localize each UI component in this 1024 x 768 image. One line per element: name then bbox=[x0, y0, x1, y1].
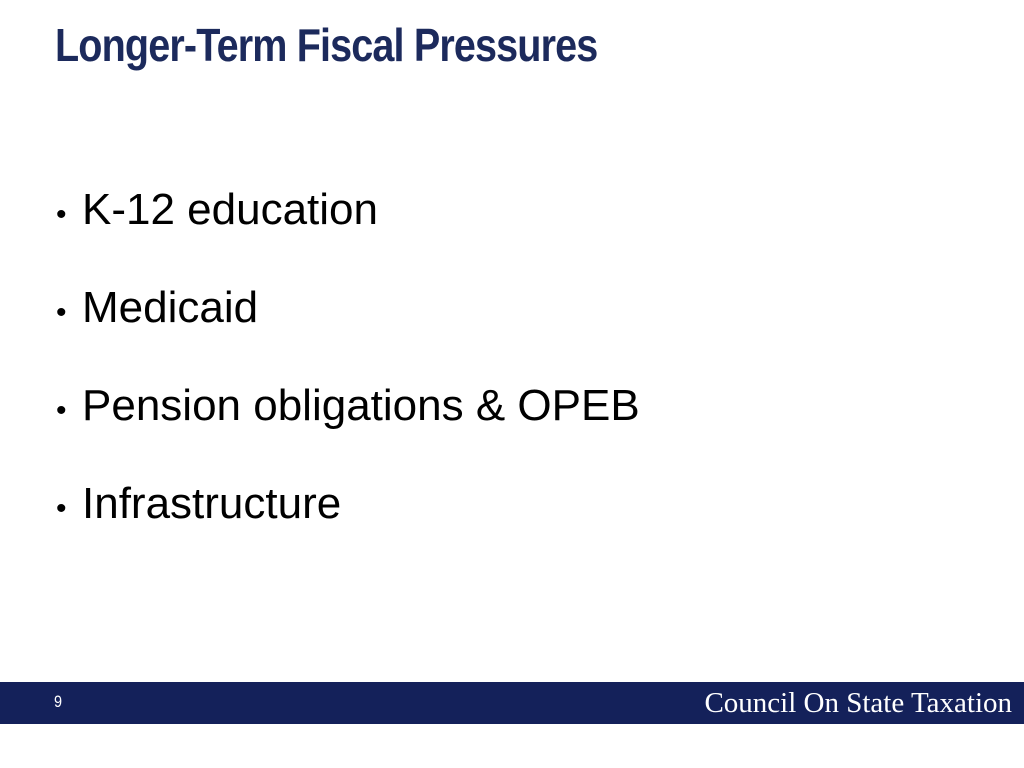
bullet-item-medicaid bbox=[56, 278, 640, 376]
bullet-text: K-12 education bbox=[82, 185, 378, 234]
bullet-item-k12 bbox=[56, 180, 640, 278]
bullet-list bbox=[56, 180, 640, 572]
bullet-text: Medicaid bbox=[82, 283, 259, 332]
bullet-marker: • bbox=[56, 394, 67, 427]
organization-name: Council On State Taxation bbox=[704, 687, 1012, 719]
bullet-marker: • bbox=[56, 198, 67, 231]
footer-bar bbox=[0, 682, 1024, 724]
bullet-marker: • bbox=[56, 492, 67, 525]
bullet-marker: • bbox=[56, 296, 67, 329]
page-number: 9 bbox=[54, 692, 63, 711]
bullet-text: Infrastructure bbox=[82, 479, 342, 528]
bullet-item-infrastructure bbox=[56, 474, 640, 572]
bullet-item-pension bbox=[56, 376, 640, 474]
bullet-text: Pension obligations & OPEB bbox=[82, 381, 640, 430]
slide-title: Longer-Term Fiscal Pressures bbox=[55, 19, 598, 71]
